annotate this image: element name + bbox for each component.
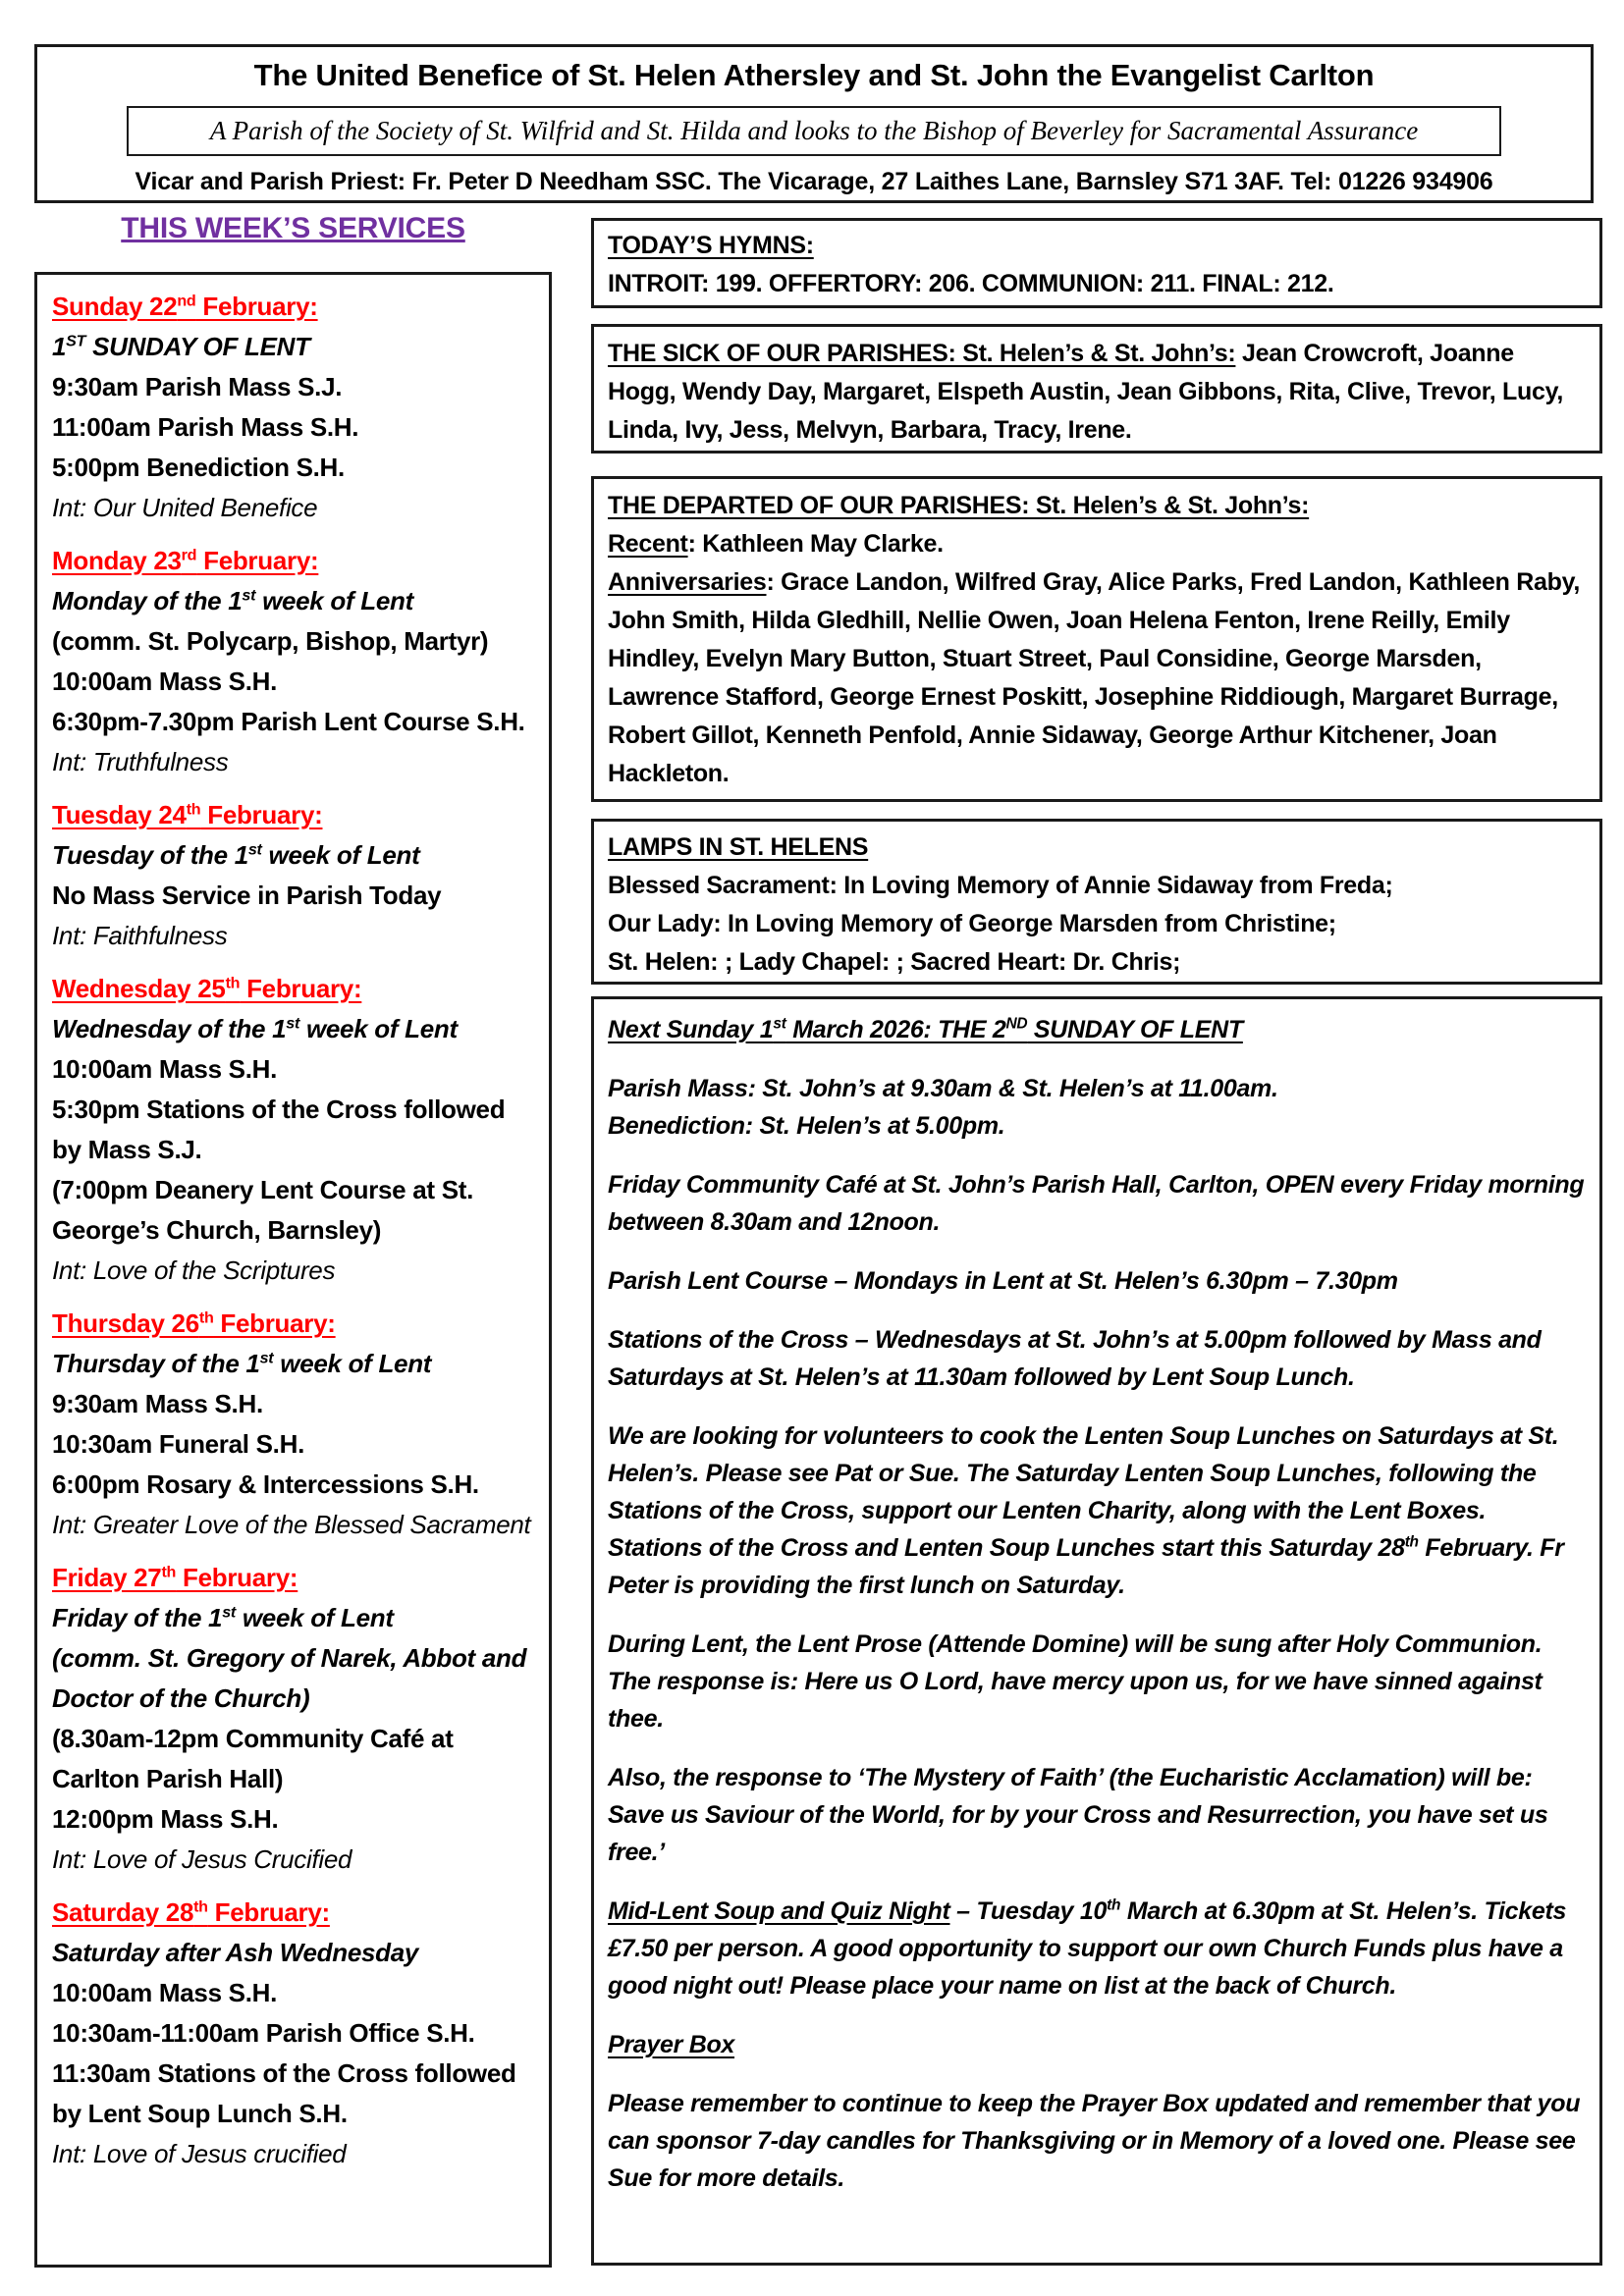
service-line: 10:30am-11:00am Parish Office S.H. (52, 2018, 475, 2048)
service-line: Monday of the 1st week of Lent (52, 586, 413, 615)
service-line: Friday of the 1st week of Lent (52, 1603, 394, 1632)
notice-lent-prose: During Lent, the Lent Prose (Attende Domine) will be sung after Holy Communion. The response is: Here us O Lord, have mercy upon us, for we have sinned against thee. (608, 1630, 1543, 1733)
notice-next-sunday: Next Sunday 1st March 2026: THE 2ND SUNDAY OF LENT (608, 1015, 1243, 1043)
hymns-numbers: INTROIT: 199. OFFERTORY: 206. COMMUNION: 211. FINAL: 212. (608, 270, 1334, 297)
notice-mass-times: Parish Mass: St. John’s at 9.30am & St. Helen’s at 11.00am. Benediction: St. Helen’s at 5.00pm. (608, 1075, 1278, 1140)
notice-prayer-box-text: Please remember to continue to keep the Prayer Box updated and remember that you can sponsor 7-day candles for Thanksgiving or in Memory of a loved one. Please see Sue for more details. (608, 2090, 1581, 2192)
sick-box (591, 324, 1602, 454)
society-subtitle: A Parish of the Society of St. Wilfrid and St. Hilda and looks to the Bishop of Beverley for Sacramental Assurance (209, 116, 1419, 145)
day-block-sunday (52, 287, 534, 528)
intention-line: Int: Love of Jesus crucified (52, 2139, 347, 2168)
notice-lent-course: Parish Lent Course – Mondays in Lent at St. Helen’s 6.30pm – 7.30pm (608, 1267, 1398, 1295)
intention-line: Int: Greater Love of the Blessed Sacrament (52, 1510, 531, 1539)
service-line: 6:00pm Rosary & Intercessions S.H. (52, 1469, 479, 1499)
day-header: Friday 27th February: (52, 1563, 298, 1592)
intention-line: Int: Truthfulness (52, 747, 229, 776)
intention-line: Int: Our United Benefice (52, 493, 318, 522)
departed-anniversaries: Anniversaries: Grace Landon, Wilfred Gray, Alice Parks, Fred Landon, Kathleen Raby, John Smith, Hilda Gledhill, Nellie Owen, Joan Helena Fenton, Irene Reilly, Emily Hindley, Evelyn Mary Button, Stuart Street, Paul Considine, George Marsden, Lawrence Stafford, George Ernest Poskitt, Josephine Riddiough, Margaret Burrage, Robert Gillot, Kenneth Penfold, Annie Sidaway, George Arthur Kitchener, Joan Hackleton. (608, 568, 1580, 787)
intention-line: Int: Love of Jesus Crucified (52, 1844, 352, 1874)
day-block-wednesday (52, 969, 534, 1291)
day-header: Saturday 28th February: (52, 1897, 330, 1927)
day-header: Tuesday 24th February: (52, 800, 323, 829)
lamp-line: Blessed Sacrament: In Loving Memory of Annie Sidaway from Freda; (608, 872, 1393, 899)
service-line: 6:30pm-7.30pm Parish Lent Course S.H. (52, 707, 525, 736)
lamp-line: Our Lady: In Loving Memory of George Marsden from Christine; (608, 910, 1336, 937)
day-header: Sunday 22nd February: (52, 292, 318, 321)
sick-list: THE SICK OF OUR PARISHES: St. Helen’s & St. John’s: Jean Crowcroft, Joanne Hogg, Wendy Day, Margaret, Elspeth Austin, Jean Gibbons, Rita, Clive, Trevor, Lucy, Linda, Ivy, Jess, Melvyn, Barbara, Tracy, Irene. (608, 340, 1564, 444)
lamp-line: St. Helen: ; Lady Chapel: ; Sacred Heart: Dr. Chris; (608, 948, 1181, 976)
service-line: (comm. St. Gregory of Narek, Abbot and Doctor of the Church) (52, 1643, 527, 1713)
hymns-title: TODAY’S HYMNS: (608, 232, 814, 259)
day-header: Thursday 26th February: (52, 1308, 336, 1338)
lamps-title: LAMPS IN ST. HELENS (608, 833, 869, 861)
service-line: (comm. St. Polycarp, Bishop, Martyr) (52, 626, 489, 656)
service-line: 12:00pm Mass S.H. (52, 1804, 279, 1834)
service-line: (7:00pm Deanery Lent Course at St. George’s Church, Barnsley) (52, 1175, 474, 1245)
service-line: 10:00am Mass S.H. (52, 1978, 278, 2007)
day-header: Wednesday 25th February: (52, 974, 362, 1003)
page-title: The United Benefice of St. Helen Athersley and St. John the Evangelist Carlton (253, 58, 1375, 92)
vicar-contact-line: Vicar and Parish Priest: Fr. Peter D Needham SSC. The Vicarage, 27 Laithes Lane, Barnsley S71 3AF. Tel: 01226 934906 (135, 168, 1493, 195)
day-block-monday (52, 541, 534, 782)
service-line: 9:30am Mass S.H. (52, 1389, 263, 1418)
day-block-friday (52, 1558, 534, 1880)
header-box (34, 44, 1594, 203)
service-line: Tuesday of the 1st week of Lent (52, 840, 420, 870)
service-line: Saturday after Ash Wednesday (52, 1938, 419, 1967)
intention-line: Int: Faithfulness (52, 921, 228, 950)
service-line: 1ST SUNDAY OF LENT (52, 332, 310, 361)
service-line: 10:00am Mass S.H. (52, 667, 278, 696)
service-line: Thursday of the 1st week of Lent (52, 1349, 432, 1378)
notice-quiz-night: Mid-Lent Soup and Quiz Night – Tuesday 10th March at 6.30pm at St. Helen’s. Tickets £7.50 per person. A good opportunity to support our own Church Funds plus have a good night out! Please place your name on list at the back of Church. (608, 1896, 1567, 2000)
day-block-saturday (52, 1893, 534, 2174)
service-line: 10:30am Funeral S.H. (52, 1429, 304, 1459)
service-line: 10:00am Mass S.H. (52, 1054, 278, 1084)
notice-prayer-box-title: Prayer Box (608, 2031, 735, 2058)
departed-box (591, 476, 1602, 802)
notice-community-cafe: Friday Community Café at St. John’s Parish Hall, Carlton, OPEN every Friday morning between 8.30am and 12noon. (608, 1171, 1585, 1236)
notices-box (591, 996, 1602, 2266)
intention-line: Int: Love of the Scriptures (52, 1255, 336, 1285)
day-block-tuesday (52, 795, 534, 956)
society-subtitle-box (127, 106, 1501, 156)
service-line: 11:00am Parish Mass S.H. (52, 412, 359, 442)
day-block-thursday (52, 1304, 534, 1545)
notice-stations: Stations of the Cross – Wednesdays at St. John’s at 5.00pm followed by Mass and Saturdays at St. Helen’s at 11.30am followed by Lent Soup Lunch. (608, 1326, 1542, 1391)
service-line: Wednesday of the 1st week of Lent (52, 1014, 458, 1043)
hymns-box (591, 218, 1602, 308)
service-line: 11:30am Stations of the Cross followed by Lent Soup Lunch S.H. (52, 2058, 516, 2128)
service-line: 5:30pm Stations of the Cross followed by Mass S.J. (52, 1095, 506, 1164)
lamps-box (591, 819, 1602, 985)
services-box (34, 272, 552, 2268)
notice-volunteers: We are looking for volunteers to cook the Lenten Soup Lunches on Saturdays at St. Helen’s. Please see Pat or Sue. The Saturday Lenten Soup Lunches, following the Stations of the Cross, support our Lenten Charity, along with the Lent Boxes. Stations of the Cross and Lenten Soup Lunches start this Saturday 28th February. Fr Peter is providing the first lunch on Saturday. (608, 1422, 1564, 1599)
services-section-title: THIS WEEK’S SERVICES (121, 212, 465, 244)
service-line: No Mass Service in Parish Today (52, 881, 442, 910)
day-header: Monday 23rd February: (52, 546, 319, 575)
service-line: 5:00pm Benediction S.H. (52, 453, 345, 482)
service-line: 9:30am Parish Mass S.J. (52, 372, 343, 401)
notice-mystery-of-faith: Also, the response to ‘The Mystery of Faith’ (the Eucharistic Acclamation) will be: Save us Saviour of the World, for by your Cross and Resurrection, you have set us free.’ (608, 1764, 1548, 1866)
departed-recent: Recent: Kathleen May Clarke. (608, 530, 944, 558)
service-line: (8.30am-12pm Community Café at Carlton Parish Hall) (52, 1724, 454, 1793)
departed-title: THE DEPARTED OF OUR PARISHES: St. Helen’s & St. John’s: (608, 492, 1310, 519)
